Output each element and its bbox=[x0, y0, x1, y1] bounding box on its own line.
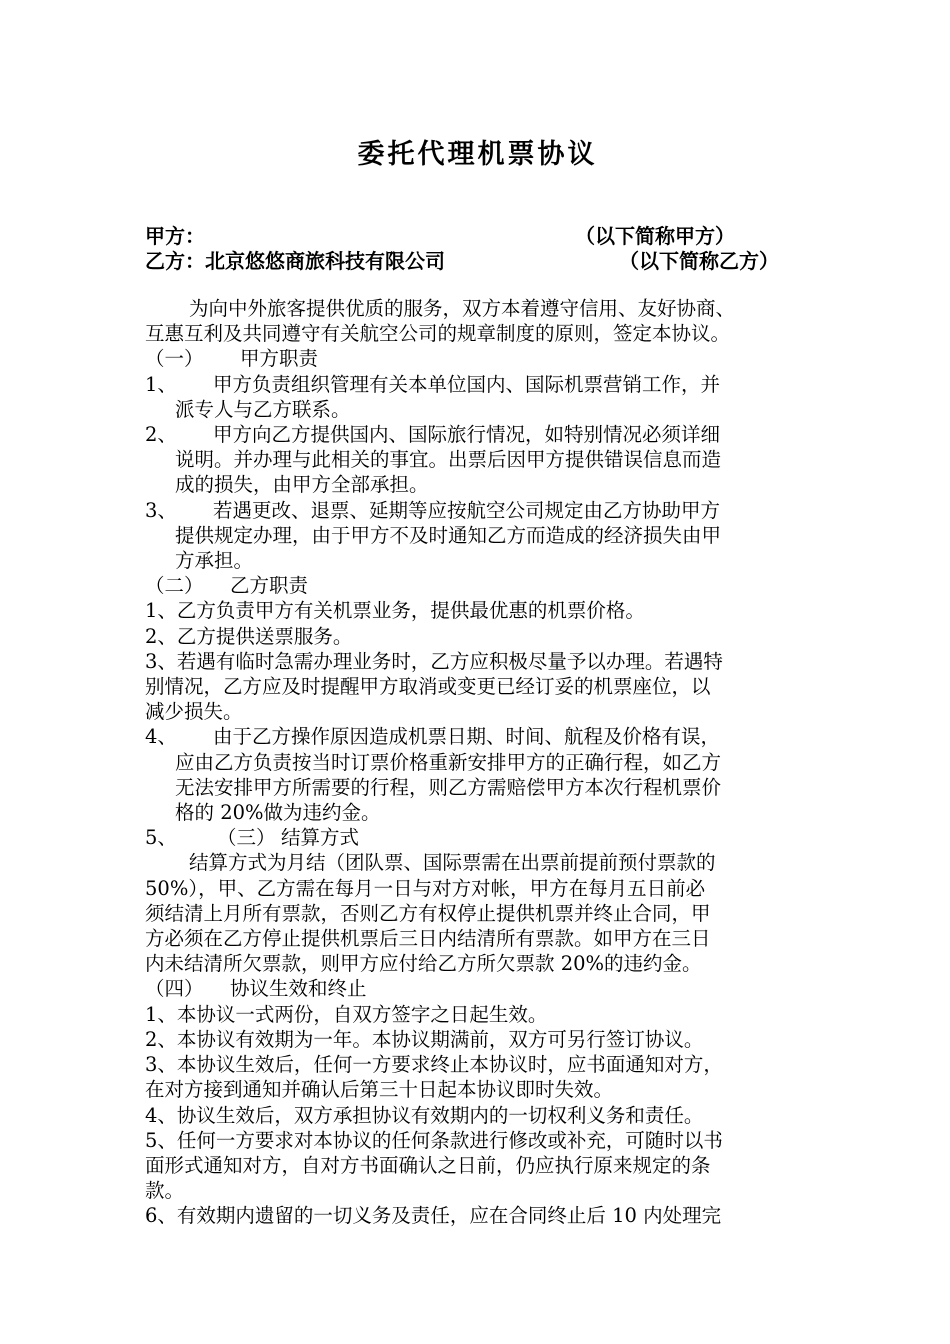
clause-item bbox=[145, 422, 810, 498]
section-number: （二） bbox=[145, 574, 204, 598]
clause-number: 1、 bbox=[145, 372, 177, 396]
clause-item bbox=[145, 372, 810, 422]
clause-line: 3、若遇有临时急需办理业务时，乙方应积极尽量予以办理。若遇特 bbox=[145, 649, 723, 673]
clause-line: 应由乙方负责按当时订票价格重新安排甲方的正确行程，如乙方 bbox=[175, 750, 722, 774]
clause-line: 格的 20%做为违约金。 bbox=[175, 801, 381, 825]
clause-line: 由于乙方操作原因造成机票日期、时间、航程及价格有误， bbox=[213, 725, 721, 749]
agreement-body bbox=[145, 296, 810, 1229]
clause-line: 在对方接到通知并确认后第三十日起本协议即时失效。 bbox=[145, 1078, 614, 1102]
clause-line: 1、乙方负责甲方有关机票业务，提供最优惠的机票价格。 bbox=[145, 599, 645, 623]
document-title: 委托代理机票协议 bbox=[357, 139, 598, 170]
party-a-note: （以下简称甲方） bbox=[575, 224, 735, 248]
clause-line: 无法安排甲方所需要的行程，则乙方需赔偿甲方本次行程机票价 bbox=[175, 775, 722, 799]
intro-line: 互惠互利及共同遵守有关航空公司的规章制度的原则，签定本协议。 bbox=[145, 322, 731, 346]
clause-line: 须结清上月所有票款，否则乙方有权停止提供机票并终止合同，甲 bbox=[145, 901, 711, 925]
clause-number: 4、 bbox=[145, 725, 177, 749]
section-heading-2 bbox=[145, 573, 810, 598]
clause-line: 甲方负责组织管理有关本单位国内、国际机票营销工作，并 bbox=[213, 372, 721, 396]
party-b-note: （以下简称乙方） bbox=[619, 249, 779, 273]
section-title: 乙方职责 bbox=[230, 574, 309, 598]
clause-item bbox=[145, 498, 810, 574]
clause-line: 2、乙方提供送票服务。 bbox=[145, 624, 353, 648]
clause-number: 2、 bbox=[145, 423, 177, 447]
clause-line: 派专人与乙方联系。 bbox=[175, 397, 351, 421]
clause-line: 成的损失，由甲方全部承担。 bbox=[175, 473, 429, 497]
clause-line: 2、本协议有效期为一年。本协议期满前，双方可另行签订协议。 bbox=[145, 1027, 704, 1051]
clause-line: 说明。并办理与此相关的事宜。出票后因甲方提供错误信息而造 bbox=[175, 448, 722, 472]
section-number: （一） bbox=[145, 347, 204, 371]
clause-line: 款。 bbox=[145, 1179, 185, 1203]
clause-line: 提供规定办理，由于甲方不及时通知乙方而造成的经济损失由甲 bbox=[175, 523, 722, 547]
intro-line: 为向中外旅客提供优质的服务，双方本着遵守信用、友好协商、 bbox=[189, 297, 736, 320]
clause-line: 若遇更改、退票、延期等应按航空公司规定由乙方协助甲方 bbox=[213, 498, 721, 522]
clause-number: 3、 bbox=[145, 498, 177, 522]
clause-item bbox=[145, 724, 810, 825]
section-heading-3 bbox=[145, 825, 810, 850]
clause-line: 结算方式为月结（团队票、国际票需在出票前提前预付票款的 bbox=[189, 851, 716, 875]
section-heading-1 bbox=[145, 346, 810, 371]
clause-line: 4、协议生效后，双方承担协议有效期内的一切权利义务和责任。 bbox=[145, 1103, 704, 1127]
clause-line: 方承担。 bbox=[175, 549, 254, 573]
clause-number: 5、 bbox=[145, 826, 177, 850]
clause-line: 50%），甲、乙方需在每月一日与对方对帐，甲方在每月五日前必 bbox=[145, 876, 706, 900]
section-number: （三） bbox=[217, 826, 276, 850]
clause-line: 内未结清所欠票款，则甲方应付给乙方所欠票款 20%的违约金。 bbox=[145, 952, 702, 976]
parties-block bbox=[145, 224, 810, 274]
section-number: （四） bbox=[145, 977, 204, 1001]
clause-line: 减少损失。 bbox=[145, 700, 243, 724]
clause-line: 5、任何一方要求对本协议的任何条款进行修改或补充，可随时以书 bbox=[145, 1128, 723, 1152]
section-heading-4 bbox=[145, 976, 810, 1001]
section-title: 结算方式 bbox=[281, 826, 360, 850]
party-a-label: 甲方： bbox=[145, 224, 205, 248]
clause-line: 甲方向乙方提供国内、国际旅行情况，如特别情况必须详细 bbox=[213, 423, 721, 447]
clause-line: 3、本协议生效后，任何一方要求终止本协议时，应书面通知对方， bbox=[145, 1053, 723, 1077]
clause-line: 方必须在乙方停止提供机票后三日内结清所有票款。如甲方在三日 bbox=[145, 927, 711, 951]
section-title: 协议生效和终止 bbox=[230, 977, 367, 1001]
party-a-row bbox=[145, 224, 810, 249]
clause-line: 面形式通知对方，自对方书面确认之日前，仍应执行原来规定的条 bbox=[145, 1153, 711, 1177]
clause-line: 别情况，乙方应及时提醒甲方取消或变更已经订妥的机票座位，以 bbox=[145, 675, 711, 699]
clause-line: 1、本协议一式两份，自双方签字之日起生效。 bbox=[145, 1002, 548, 1026]
section-title: 甲方职责 bbox=[240, 347, 319, 371]
clause-line: 6、有效期内遗留的一切义务及责任，应在合同终止后 10 内处理完 bbox=[145, 1204, 722, 1228]
party-b-row bbox=[145, 249, 810, 274]
party-b-label: 乙方：北京悠悠商旅科技有限公司 bbox=[145, 249, 445, 273]
